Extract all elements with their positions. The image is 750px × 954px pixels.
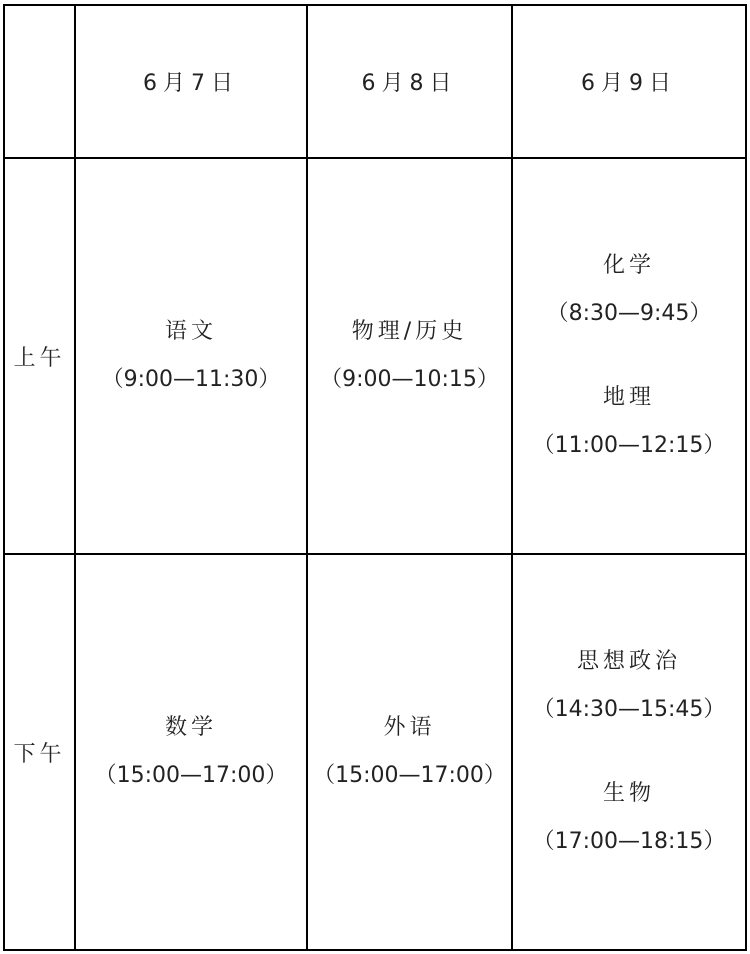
table-border-bottom — [3, 949, 747, 951]
header-cell-corner — [5, 6, 74, 157]
header-date-jun9 — [513, 6, 745, 157]
header-date-jun7 — [76, 6, 306, 157]
subject-time: （8:30—9:45） — [546, 301, 712, 326]
header-date-jun8 — [308, 6, 511, 157]
row-label-afternoon: 下午 — [13, 741, 66, 767]
subject-time: （15:00—17:00） — [313, 763, 506, 788]
subject-time: （15:00—17:00） — [94, 763, 288, 788]
subject-name: 化学 — [602, 253, 655, 278]
schedule-cell-jun9-afternoon — [513, 555, 745, 949]
schedule-cell-jun7-morning — [76, 159, 306, 553]
subject-time: （14:30—15:45） — [532, 697, 726, 722]
row-label-morning: 上午 — [13, 345, 66, 371]
header-label: 6月9日 — [581, 71, 677, 96]
table-border-right — [745, 4, 747, 951]
subject-name: 数学 — [164, 715, 217, 740]
subject-time: （17:00—18:15） — [532, 829, 726, 854]
subject-name: 物理/历史 — [351, 319, 468, 344]
subject-time: （9:00—10:15） — [320, 367, 499, 392]
subject-name: 思想政治 — [576, 649, 681, 674]
subject-name: 生物 — [602, 781, 655, 806]
schedule-cell-jun8-morning — [308, 159, 511, 553]
subject-name: 语文 — [164, 319, 217, 344]
header-label: 6月7日 — [143, 71, 239, 96]
subject-time: （11:00—12:15） — [532, 433, 726, 458]
subject-time: （9:00—11:30） — [101, 367, 281, 392]
schedule-cell-jun9-morning — [513, 159, 745, 553]
schedule-cell-jun7-afternoon — [76, 555, 306, 949]
subject-name: 地理 — [602, 385, 655, 410]
schedule-cell-jun8-afternoon — [308, 555, 511, 949]
subject-name: 外语 — [383, 715, 436, 740]
header-label: 6月8日 — [361, 71, 458, 96]
